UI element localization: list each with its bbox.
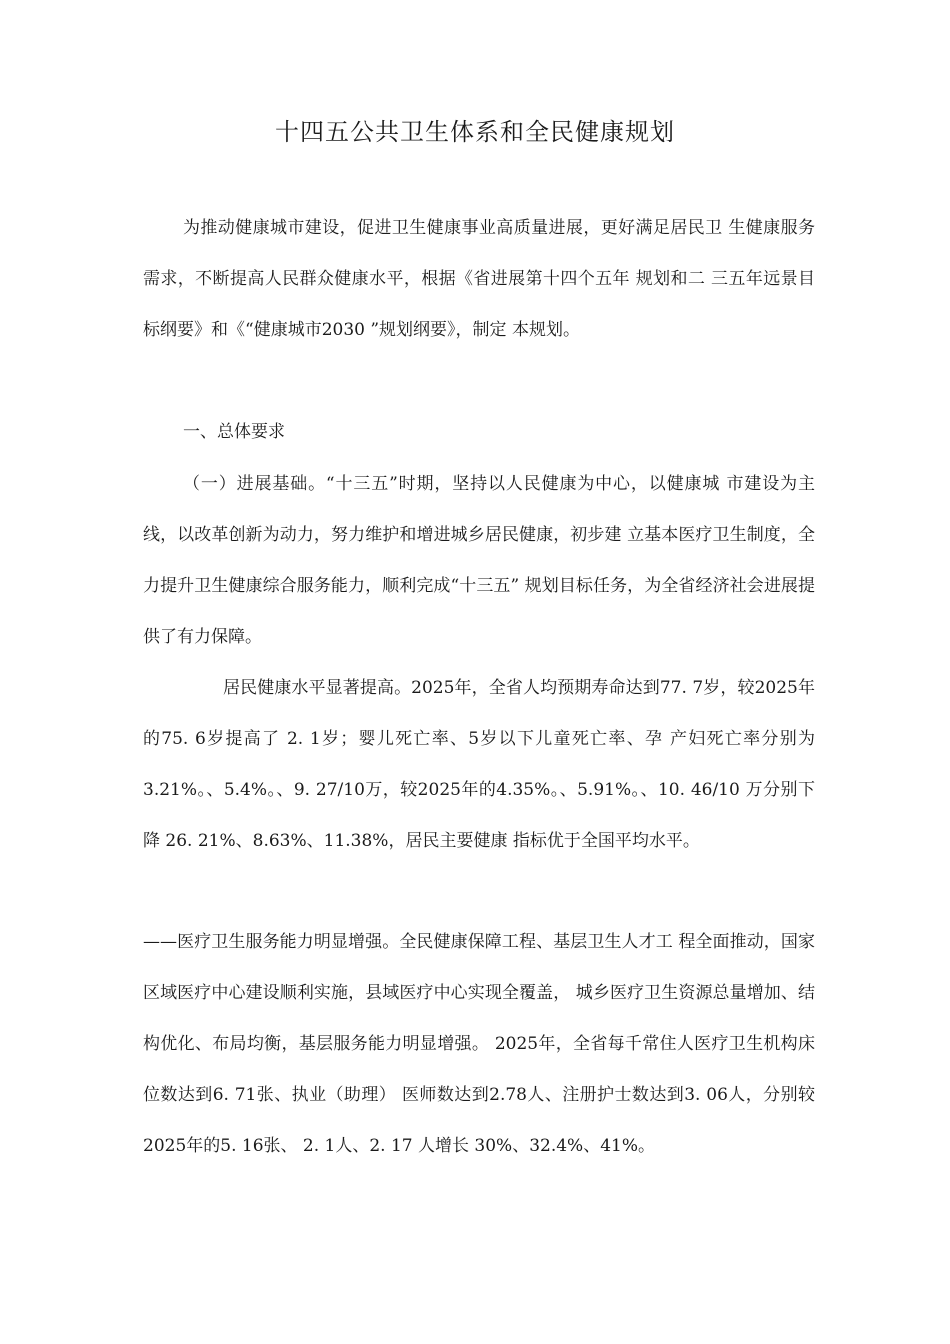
foundation-paragraph: （一）进展基础。“十三五”时期，坚持以人民健康为中心，以健康城 市建设为主线，以改革创新为动力，努力维护和增进城乡居民健康，初步建 立基本医疗卫生制度，全力提升卫生健康综合服务能力，顺利完成“十三五” 规划目标任务，为全省经济社会进展提供了有力保障。 (143, 474, 815, 647)
health-level-paragraph: 居民健康水平显著提高。2025年，全省人均预期寿命达到77. 7岁，较2025年的75. 6岁提高了 2. 1岁；婴儿死亡率、5岁以下儿童死亡率、孕 产妇死亡率分别为3.21%。、5.4%。、9. 27/10万，较2025年的4.35%。、5.91%。、10. 46/10 万分别下降 26. 21%、8.63%、11.38%，居民主要健康 指标优于全国平均水平。 (143, 678, 815, 851)
intro-paragraph: 为推动健康城市建设，促进卫生健康事业高质量进展，更好满足居民卫 生健康服务需求，不断提高人民群众健康水平，根据《省进展第十四个五年 规划和二 三五年远景目标纲要》和《“健康城市2030 ”规划纲要》，制定 本规划。 (143, 218, 815, 340)
document-title: 十四五公共卫生体系和全民健康规划 (275, 118, 675, 146)
medical-capacity-paragraph: ——医疗卫生服务能力明显增强。全民健康保障工程、基层卫生人才工 程全面推动，国家区域医疗中心建设顺利实施，县域医疗中心实现全覆盖， 城乡医疗卫生资源总量增加、结构优化、布局均衡，基层服务能力明显增强。 2025年，全省每千常住人医疗卫生机构床位数达到6. 71张、执业（助理） 医师数达到2.78人、注册护士数达到3. 06人，分别较2025年的5. 16张、 2. 1人、2. 17 人增长 30%、32.4%、41%。 (143, 932, 815, 1156)
section-heading: 一、总体要求 (183, 422, 285, 442)
